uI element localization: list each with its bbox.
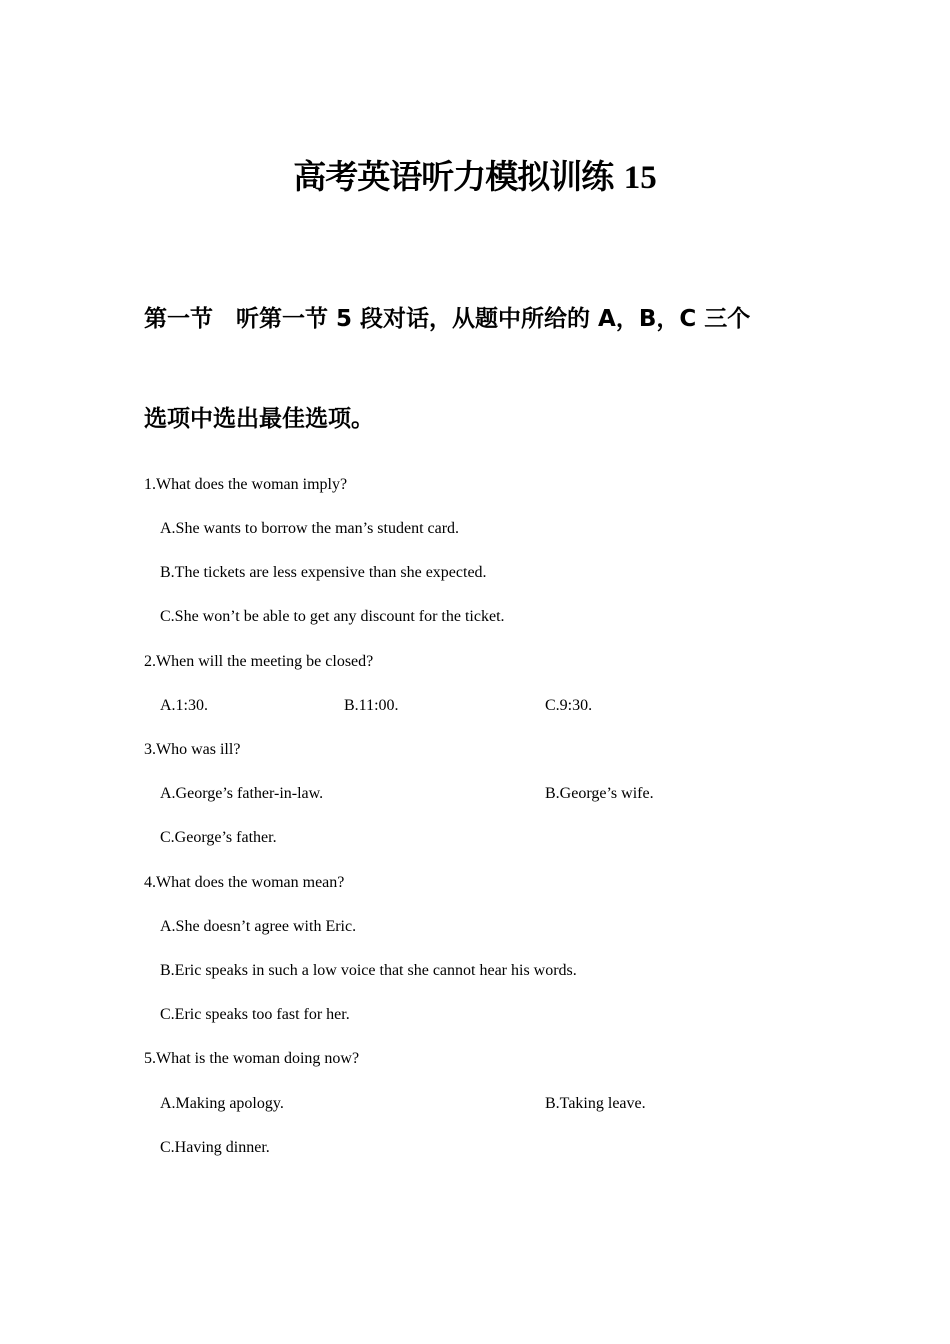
question-2: 2.When will the meeting be closed? (144, 653, 374, 670)
section-heading-line2: 选项中选出最佳选项。 (144, 406, 374, 432)
question-2-option-c: C.9:30. (545, 697, 593, 714)
question-5-option-b: B.Taking leave. (545, 1095, 646, 1112)
question-2-option-a: A.1:30. (160, 697, 208, 714)
question-2-option-b: B.11:00. (344, 697, 399, 714)
question-4-option-c: C.Eric speaks too fast for her. (160, 1006, 350, 1023)
page-title (0, 152, 950, 203)
question-3-option-c: C.George’s father. (160, 829, 277, 846)
question-5-option-c: C.Having dinner. (160, 1139, 270, 1156)
section-heading-line1: 第一节 听第一节 5 段对话，从题中所给的 A，B，C 三个 (144, 306, 751, 332)
question-1-option-c: C.She won’t be able to get any discount for the ticket. (160, 608, 505, 625)
question-4-option-b: B.Eric speaks in such a low voice that she cannot hear his words. (160, 962, 577, 979)
title-text: 高考英语听力模拟训练 (293, 157, 614, 196)
question-1-option-a: A.She wants to borrow the man’s student card. (160, 520, 460, 537)
question-4: 4.What does the woman mean? (144, 874, 345, 891)
question-3-option-b: B.George’s wife. (545, 785, 654, 802)
question-3-option-a: A.George’s father-in-law. (160, 785, 324, 802)
question-1-option-b: B.The tickets are less expensive than she expected. (160, 564, 487, 581)
question-3: 3.Who was ill? (144, 741, 241, 758)
question-4-option-a: A.She doesn’t agree with Eric. (160, 918, 357, 935)
question-5: 5.What is the woman doing now? (144, 1050, 360, 1067)
question-1: 1.What does the woman imply? (144, 476, 348, 493)
title-number: 15 (623, 160, 657, 196)
question-5-option-a: A.Making apology. (160, 1095, 284, 1112)
